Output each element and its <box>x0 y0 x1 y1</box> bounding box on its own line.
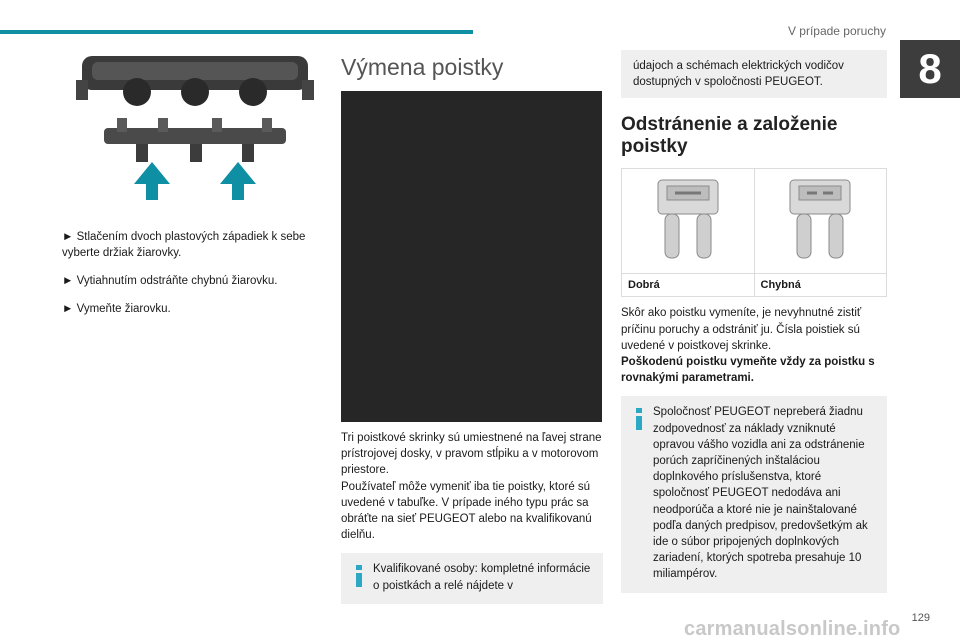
top-accent-bar <box>0 30 473 34</box>
bulb-steps <box>62 229 324 317</box>
watermark: carmanualsonline.info <box>684 618 901 640</box>
bulb-holder-illustration <box>62 50 324 210</box>
fuse-comparison-table <box>621 168 887 297</box>
fuse-box-photo <box>341 91 602 422</box>
bad-fuse-icon <box>785 174 855 264</box>
page-number: 129 <box>911 612 930 624</box>
good-fuse-label: Dobrá <box>622 274 755 297</box>
info-icon <box>633 408 645 430</box>
fuse-same-params-text: Poškodenú poistku vymeňte vždy za poistku s rovnakými parametrami. <box>621 356 875 385</box>
info-icon <box>353 565 365 587</box>
info-box-continuation: údajoch a schémach elektrických vodičov dostupných v spoločnosti PEUGEOT. <box>621 50 887 98</box>
step-1: ► Stlačením dvoch plastových západiek k sebe vyberte držiak žiarovky. <box>62 231 306 260</box>
bad-fuse-label: Chybná <box>754 274 887 297</box>
info-liability-text: Spoločnosť PEUGEOT nepreberá žiadnu zodpovednosť za náklady vzniknuté opravou vášho vozidla ani za odstránenie porúch zapríčinených inštaláciou doplnkového príslušenstva, ktoré spoločnosť PEUGEOT nedodáva ani neodporúča a ktoré nie je nainštalované podľa daných predpisov, predovšetkým ak ide o súbor pripojených doplnkových zariadení, ktorých spotreba presahuje 10 miliampérov. <box>653 406 868 581</box>
info-box-liability <box>621 396 887 592</box>
fuse-removal-heading: Odstránenie a založenie poistky <box>621 114 838 158</box>
good-fuse-icon <box>653 174 723 264</box>
column-right <box>621 50 887 593</box>
info-box-qualified <box>341 553 603 603</box>
step-3: ► Vymeňte žiarovku. <box>62 302 171 315</box>
section-title: V prípade poruchy <box>787 24 886 38</box>
column-middle <box>341 50 603 604</box>
column-left <box>62 50 324 328</box>
bad-fuse-cell <box>754 169 887 274</box>
step-2: ► Vytiahnutím odstráňte chybnú žiarovku. <box>62 274 278 287</box>
fuse-user-text: Používateľ môže vymeniť iba tie poistky, ktoré sú uvedené v tabuľke. V prípade iného typu prác sa obráťte na sieť PEUGEOT alebo na kvalifikovanú dielňu. <box>341 480 592 542</box>
fuse-location-text: Tri poistkové skrinky sú umiestnené na ľavej strane prístrojovej dosky, v pravom stĺpiku a v motorovom priestore. <box>341 432 602 477</box>
chapter-tab: 8 <box>900 40 960 98</box>
info-qualified-text: Kvalifikované osoby: kompletné informácie o poistkách a relé nájdete v <box>373 563 591 592</box>
fuse-cause-text: Skôr ako poistku vymeníte, je nevyhnutné zistiť príčinu poruchy a odstrániť ju. Čísla poistiek sú uvedené v poistkovej skrinke. <box>621 307 862 352</box>
good-fuse-cell <box>622 169 755 274</box>
fuse-replacement-heading: Výmena poistky <box>341 54 504 80</box>
